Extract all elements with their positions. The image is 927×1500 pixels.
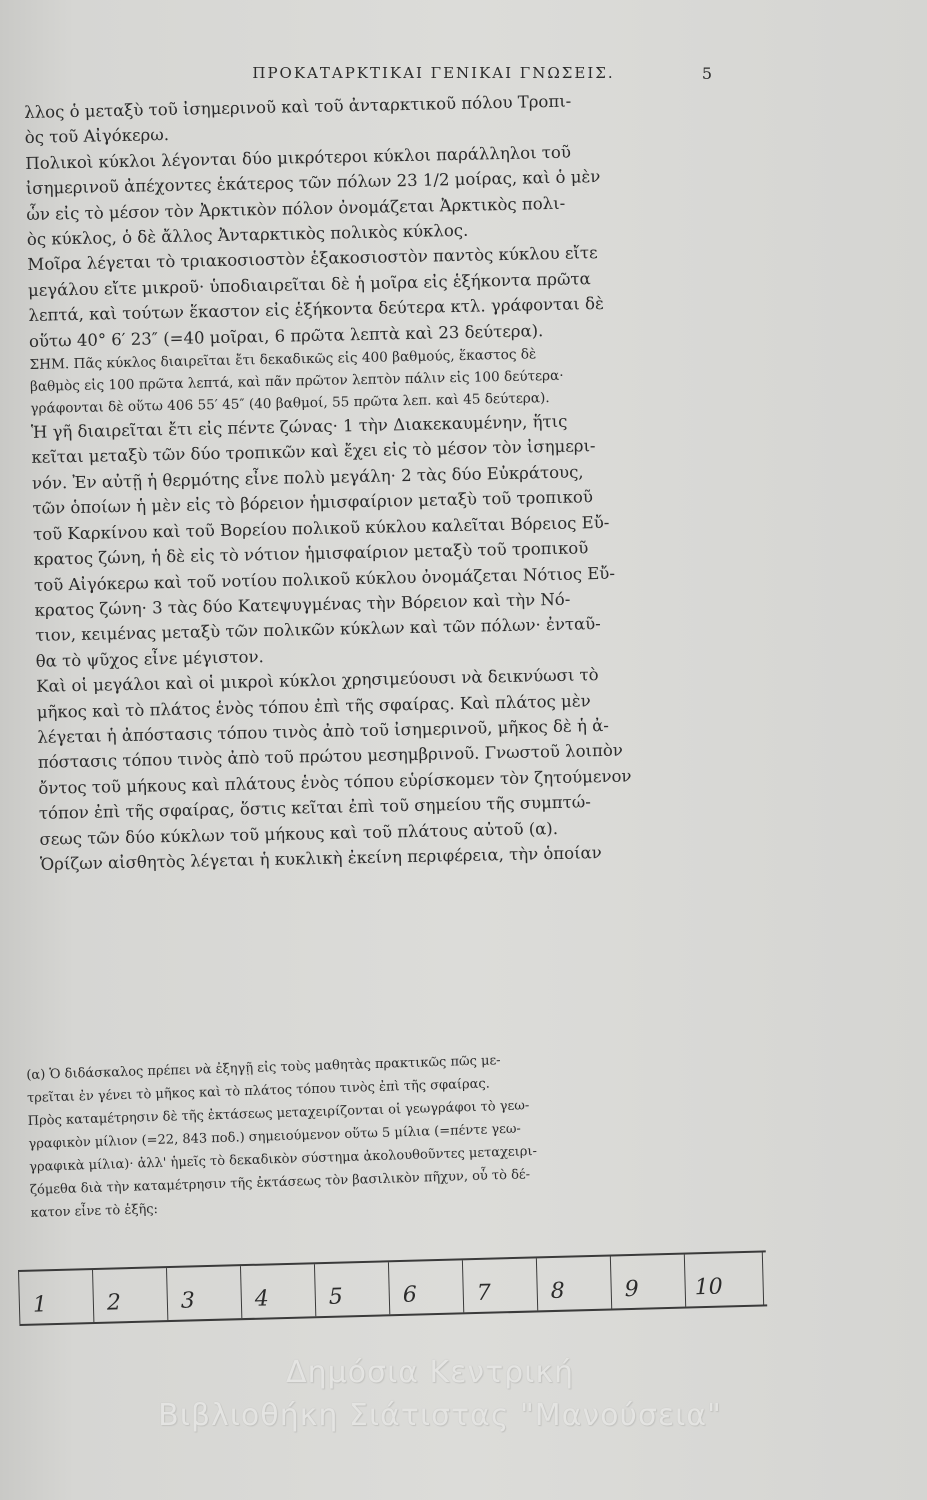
text-line: θα τὸ ψῦχος εἶνε μέγιστον. bbox=[35, 646, 264, 671]
text-line: πόστασις τόπου τινὸς ἀπὸ τοῦ πρώτου μεσημβρινοῦ. Γνωστοῦ λοιπὸν bbox=[37, 740, 624, 773]
ruler-number: 8 bbox=[550, 1278, 566, 1305]
footnote-line: (α) Ὁ διδάσκαλος πρέπει νὰ ἐξηγῇ εἰς τοὺς μαθητὰς πρακτικῶς πῶς με- bbox=[26, 1053, 501, 1083]
text-line: ἰσημερινοῦ ἀπέχοντες ἑκάτερος τῶν πόλων 23 1/2 μοίρας, καὶ ὁ μὲν bbox=[25, 167, 601, 199]
note-line: βαθμὸς εἰς 100 πρῶτα λεπτά, καὶ πᾶν πρῶτον λεπτὸν πάλιν εἰς 100 δεύτερα· bbox=[29, 367, 564, 395]
text-line: τιον, κειμένας μεταξὺ τῶν πολικῶν κύκλων καὶ τῶν πόλων· ἐνταῦ- bbox=[35, 614, 601, 646]
library-watermark-line2: Βιβλιοθήκη Σιάτιστας "Μανούσεια" bbox=[158, 1398, 722, 1433]
ruler-tick bbox=[762, 1252, 764, 1304]
ruler-number: 2 bbox=[106, 1290, 122, 1316]
text-line: λεπτά, καὶ τούτων ἕκαστον εἰς ἑξήκοντα δεύτερα κτλ. γράφονται δὲ bbox=[28, 294, 605, 326]
ruler-tick bbox=[314, 1264, 316, 1316]
text-line: ὄντος τοῦ μήκους καὶ πλάτους ἑνὸς τόπου εὑρίσκομεν τὸν ζητούμενον bbox=[38, 766, 632, 798]
text-line: μεγάλου εἴτε μικροῦ· ὑποδιαιρεῖται δὲ ἡ μοῖρα εἰς ἑξήκοντα πρῶτα bbox=[27, 269, 591, 300]
scale-ruler bbox=[18, 1250, 767, 1326]
footnote-line: κατον εἶνε τὸ ἑξῆς: bbox=[30, 1201, 159, 1221]
text-line: λλος ὁ μεταξὺ τοῦ ἰσημερινοῦ καὶ τοῦ ἀνταρκτικοῦ πόλου Τροπι- bbox=[24, 91, 572, 122]
text-line: Ἡ γῆ διαιρεῖται ἔτι εἰς πέντε ζώνας· 1 τὴν Διακεκαυμένην, ἥτις bbox=[30, 411, 568, 442]
text-line: κεῖται μεταξὺ τῶν δύο τροπικῶν καὶ ἔχει εἰς τὸ μέσον τὸν ἰσημερι- bbox=[31, 436, 596, 468]
text-line: τοῦ Αἰγόκερω καὶ τοῦ νοτίου πολικοῦ κύκλου ὀνομάζεται Νότιος Εὔ- bbox=[33, 563, 616, 595]
text-line: κρατος ζώνη, ἡ δὲ εἰς τὸ νότιον ἡμισφαίριον μεταξὺ τοῦ τροπικοῦ bbox=[33, 538, 589, 569]
note-line: γράφονται δὲ οὕτω 406 55′ 45″ (40 βαθμοί, 55 πρῶτα λεπ. καὶ 45 δεύτερα). bbox=[30, 390, 550, 417]
text-line: ὧν εἰς τὸ μέσον τὸν Ἀρκτικὸν πόλον ὀνομάζεται Ἀρκτικὸς πολι- bbox=[26, 193, 566, 224]
running-header: ΠΡΟΚΑΤΑΡΚΤΙΚΑΙ ΓΕΝΙΚΑΙ ΓΝΩΣΕΙΣ. bbox=[252, 64, 615, 82]
footnote-line: Πρὸς καταμέτρησιν δὲ τῆς ἐκτάσεως μεταχειρίζονται οἱ γεωγράφοι τὸ γεω- bbox=[27, 1098, 530, 1129]
footnote-block bbox=[26, 1042, 721, 1225]
footnote-line: ζόμεθα διὰ τὴν καταμέτρησιν τῆς ἐκτάσεως τὸν βασιλικὸν πῆχυν, οὗ τὸ δέ- bbox=[29, 1167, 531, 1198]
ruler-number: 3 bbox=[180, 1288, 196, 1314]
ruler-tick bbox=[462, 1260, 464, 1312]
ruler-tick bbox=[18, 1272, 20, 1324]
text-line: τῶν ὁποίων ἡ μὲν εἰς τὸ βόρειον ἡμισφαίριον μεταξὺ τοῦ τροπικοῦ bbox=[32, 487, 594, 519]
library-watermark-line1: Δημόσια Κεντρική bbox=[285, 1355, 575, 1390]
ruler-number: 5 bbox=[328, 1284, 344, 1310]
text-line: Καὶ οἱ μεγάλοι καὶ οἱ μικροὶ κύκλοι χρησιμεύουσι νὰ δεικνύωσι τὸ bbox=[36, 665, 599, 696]
text-line: οὕτω 40° 6′ 23″ (=40 μοῖραι, 6 πρῶτα λεπτὰ καὶ 23 δεύτερα). bbox=[28, 320, 544, 351]
ruler-tick bbox=[240, 1266, 242, 1318]
footnote-line: τρεῖται ἐν γένει τὸ μῆκος καὶ τὸ πλάτος τόπου τινὸς ἐπὶ τῆς σφαίρας. bbox=[26, 1076, 491, 1106]
text-line: σεως τῶν δύο κύκλων τοῦ μήκους καὶ τοῦ πλάτους αὐτοῦ (α). bbox=[39, 818, 559, 849]
text-line: Πολικοὶ κύκλοι λέγονται δύο μικρότεροι κύκλοι παράλληλοι τοῦ bbox=[25, 142, 572, 173]
ruler-tick bbox=[610, 1256, 612, 1308]
text-line: Μοῖρα λέγεται τὸ τριακοσιοστὸν ἑξακοσιοστὸν παντὸς κύκλου εἴτε bbox=[27, 243, 598, 275]
ruler-tick bbox=[388, 1262, 390, 1314]
text-line: τόπον ἐπὶ τῆς σφαίρας, ὅστις κεῖται ἐπὶ τοῦ σημείου τῆς συμπτώ- bbox=[38, 792, 592, 823]
note-line: ΣΗΜ. Πᾶς κύκλος διαιρεῖται ἔτι δεκαδικῶς εἰς 400 βαθμούς, ἕκαστος δὲ bbox=[29, 346, 537, 374]
ruler-number: 10 bbox=[694, 1274, 724, 1301]
text-line: νόν. Ἐν αὐτῇ ἡ θερμότης εἶνε πολὺ μεγάλη· 2 τὰς δύο Εὐκράτους, bbox=[31, 462, 584, 493]
ruler-number: 7 bbox=[476, 1280, 492, 1306]
text-line: ὸς τοῦ Αἰγόκερω. bbox=[24, 125, 170, 148]
footnote-line: γραφικὸν μίλιον (=22, 843 ποδ.) σημειούμενον οὕτω 5 μίλια (=πέντε γεω- bbox=[28, 1121, 522, 1152]
ruler-tick bbox=[92, 1270, 94, 1322]
ruler-tick bbox=[166, 1268, 168, 1320]
text-line: τοῦ Καρκίνου καὶ τοῦ Βορείου πολικοῦ κύκλου καλεῖται Βόρειος Εὔ- bbox=[32, 512, 610, 544]
text-line: λέγεται ἡ ἀπόστασις τόπου τινὸς ἀπὸ τοῦ ἰσημερινοῦ, μῆκος δὲ ἡ ἀ- bbox=[37, 715, 610, 747]
ruler-number: 9 bbox=[624, 1276, 640, 1303]
text-line: μῆκος καὶ τὸ πλάτος ἑνὸς τόπου ἐπὶ τῆς σφαίρας. Καὶ πλάτος μὲν bbox=[36, 690, 591, 722]
page-number: 5 bbox=[701, 64, 712, 83]
ruler-number: 4 bbox=[254, 1286, 270, 1312]
ruler-number: 6 bbox=[402, 1282, 418, 1308]
main-text-block bbox=[24, 85, 740, 877]
ruler-tick bbox=[684, 1255, 686, 1307]
ruler-number: 1 bbox=[32, 1292, 48, 1318]
text-line: ὸς κύκλος, ὁ δὲ ἄλλος Ἀνταρκτικὸς πολικὸς κύκλος. bbox=[26, 220, 469, 249]
text-line: Ὁρίζων αἰσθητὸς λέγεται ἡ κυκλικὴ ἐκείνη περιφέρεια, τὴν ὁποίαν bbox=[39, 843, 602, 874]
text-line: κρατος ζώνη· 3 τὰς δύο Κατεψυγμένας τὴν Βόρειον καὶ τὴν Νό- bbox=[34, 589, 571, 620]
footnote-line: γραφικὰ μίλια)· ἀλλ' ἡμεῖς τὸ δεκαδικὸν σύστημα ἀκολουθοῦντες μεταχειρι- bbox=[29, 1143, 538, 1175]
ruler-tick bbox=[536, 1258, 538, 1310]
